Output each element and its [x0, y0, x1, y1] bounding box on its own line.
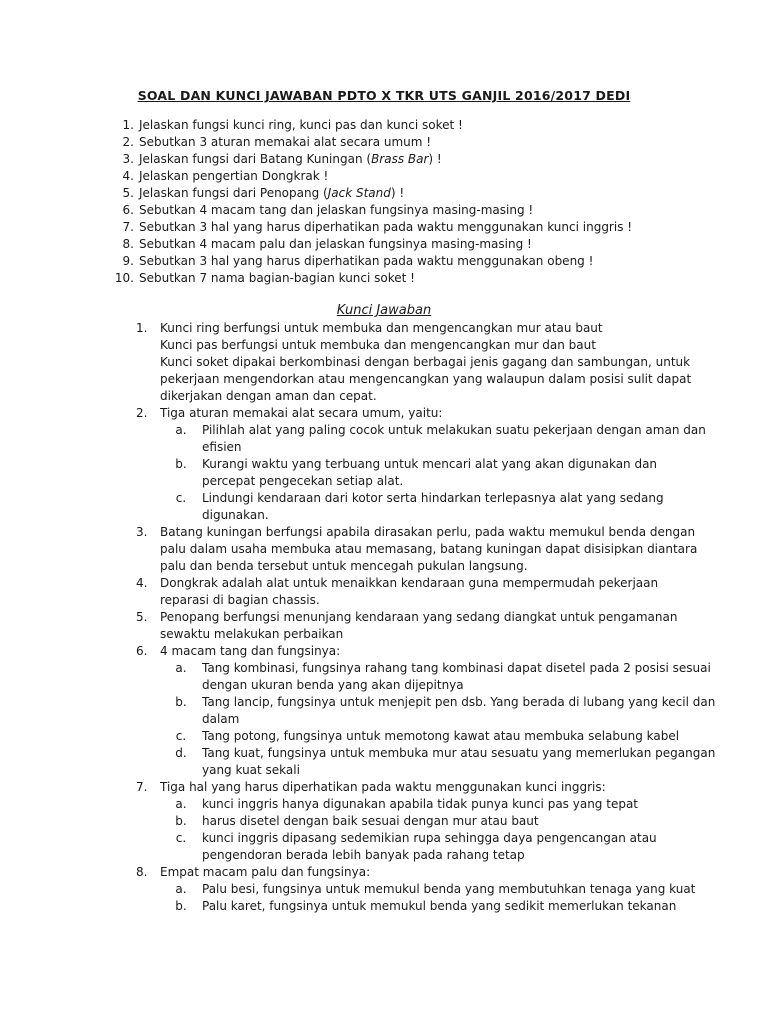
answer-number: 1. [136, 321, 148, 335]
answer-subitem [170, 898, 677, 915]
subitem-label: b. [175, 899, 187, 913]
answer-item [132, 405, 706, 524]
answer-line: Empat macam palu dan fungsinya: [160, 865, 371, 879]
subitem-line: efisien [202, 440, 242, 454]
answer-subitem [170, 881, 696, 898]
subitem-line: pengendoran berada lebih banyak pada rahang tetap [202, 848, 525, 862]
question-text: Sebutkan 3 hal yang harus diperhatikan pada waktu menggunakan kunci inggris ! [139, 220, 633, 234]
subitem-label: d. [175, 746, 187, 760]
question-number: 7. [122, 220, 134, 234]
answer-item [132, 643, 716, 779]
question-text: Sebutkan 7 nama bagian-bagian kunci soket ! [139, 271, 415, 285]
answer-number: 2. [136, 406, 148, 420]
question-number: 3. [122, 152, 134, 166]
answer-number: 8. [136, 865, 148, 879]
answer-list [132, 320, 716, 915]
subitem-line: Pilihlah alat yang paling cocok untuk melakukan suatu pekerjaan dengan aman dan [202, 423, 706, 437]
subitem-line: percepat pengecekan setiap alat. [202, 474, 404, 488]
answer-subitem [170, 490, 677, 524]
answer-line: Dongkrak adalah alat untuk menaikkan kendaraan guna mempermudah pekerjaan [160, 576, 659, 590]
answer-line: dikerjakan dengan aman dan cepat. [160, 389, 377, 403]
question-item [112, 253, 732, 270]
answer-line: Kunci soket dipakai berkombinasi dengan berbagai jenis gagang dan sambungan, untuk [160, 355, 691, 369]
answer-line: Kunci pas berfungsi untuk membuka dan mengencangkan mur dan baut [160, 338, 596, 352]
question-number: 10. [114, 271, 134, 285]
subitem-line: Palu besi, fungsinya untuk memukul benda yang membutuhkan tenaga yang kuat [202, 882, 696, 896]
answer-line: Tiga aturan memakai alat secara umum, yaitu: [160, 406, 443, 420]
subitem-line: Tang kombinasi, fungsinya rahang tang kombinasi dapat disetel pada 2 posisi sesuai [202, 661, 711, 675]
answer-number: 4. [136, 576, 148, 590]
answer-line: palu dan benda tersebut untuk mencegah pukulan langsung. [160, 559, 528, 573]
subitem-label: c. [175, 729, 187, 743]
question-item [112, 168, 732, 185]
subitem-line: Kurangi waktu yang terbuang untuk mencari alat yang akan digunakan dan [202, 457, 658, 471]
answer-line: reparasi di bagian chassis. [160, 593, 320, 607]
answer-number: 7. [136, 780, 148, 794]
subitem-line: kunci inggris hanya digunakan apabila tidak punya kunci pas yang tepat [202, 797, 639, 811]
answer-line: 4 macam tang dan fungsinya: [160, 644, 341, 658]
question-number: 8. [122, 237, 134, 251]
question-item [112, 202, 732, 219]
question-text: Jelaskan fungsi dari Penopang (Jack Stand) ! [139, 186, 405, 200]
subitem-line: yang kuat sekali [202, 763, 300, 777]
subitem-line: dengan ukuran benda yang akan dijepitnya [202, 678, 464, 692]
subitem-label: b. [175, 814, 187, 828]
answer-item [132, 575, 677, 609]
question-number: 9. [122, 254, 134, 268]
answer-subitem [170, 660, 711, 694]
question-number: 2. [122, 135, 134, 149]
question-item [112, 236, 732, 253]
answer-line: Penopang berfungsi menunjang kendaraan yang sedang diangkat untuk pengamanan [160, 610, 678, 624]
question-text: Jelaskan pengertian Dongkrak ! [139, 169, 329, 183]
subitem-line: Tang potong, fungsinya untuk memotong kawat atau membuka selabung kabel [202, 729, 680, 743]
question-text: Sebutkan 4 macam palu dan jelaskan fungsinya masing-masing ! [139, 237, 532, 251]
answer-item [132, 524, 698, 575]
question-number: 1. [122, 118, 134, 132]
subitem-label: b. [175, 695, 187, 709]
answer-subitem [170, 456, 677, 490]
answer-item [132, 779, 677, 864]
question-text: Jelaskan fungsi dari Batang Kuningan (Brass Bar) ! [139, 152, 442, 166]
answer-subitem [170, 796, 677, 813]
question-item [112, 117, 732, 134]
subitem-line: kunci inggris dipasang sedemikian rupa sehingga daya pengencangan atau [202, 831, 657, 845]
question-text: Sebutkan 3 aturan memakai alat secara umum ! [139, 135, 432, 149]
question-item [112, 134, 732, 151]
answer-number: 6. [136, 644, 148, 658]
subitem-label: a. [175, 661, 187, 675]
answer-subitem [170, 830, 677, 864]
subitem-line: Lindungi kendaraan dari kotor serta hindarkan terlepasnya alat yang sedang [202, 491, 664, 505]
question-number: 6. [122, 203, 134, 217]
question-text: Jelaskan fungsi kunci ring, kunci pas dan kunci soket ! [139, 118, 463, 132]
question-list [112, 117, 732, 287]
answer-subitem [170, 422, 706, 456]
subitem-label: a. [175, 882, 187, 896]
subitem-line: dalam [202, 712, 240, 726]
answer-line: Tiga hal yang harus diperhatikan pada waktu menggunakan kunci inggris: [160, 780, 606, 794]
subitem-label: b. [175, 457, 187, 471]
answers-title: Kunci Jawaban [336, 303, 432, 318]
answer-subitem [170, 745, 716, 779]
answer-subitem [170, 813, 677, 830]
subitem-line: digunakan. [202, 508, 269, 522]
answer-item [132, 320, 692, 405]
answer-number: 5. [136, 610, 148, 624]
answer-subitem [170, 728, 680, 745]
subitem-line: Palu karet, fungsinya untuk memukul benda yang sedikit memerlukan tekanan [202, 899, 677, 913]
answer-subitem [170, 694, 716, 728]
question-item [112, 219, 732, 236]
question-number: 4. [122, 169, 134, 183]
answer-item [132, 864, 696, 915]
answer-item [132, 609, 677, 643]
subitem-line: Tang kuat, fungsinya untuk membuka mur atau sesuatu yang memerlukan pegangan [202, 746, 716, 760]
answer-line: Kunci ring berfungsi untuk membuka dan mengencangkan mur atau baut [160, 321, 603, 335]
question-number: 5. [122, 186, 134, 200]
subitem-label: c. [175, 491, 187, 505]
document-title: SOAL DAN KUNCI JAWABAN PDTO X TKR UTS GANJIL 2016/2017 DEDI [137, 88, 631, 103]
question-text: Sebutkan 3 hal yang harus diperhatikan pada waktu menggunakan obeng ! [139, 254, 594, 268]
answer-line: sewaktu melakukan perbaikan [160, 627, 344, 641]
subitem-line: harus disetel dengan baik sesuai dengan mur atau baut [202, 814, 539, 828]
answer-line: pekerjaan mengendorkan atau mengencangkan yang walaupun dalam posisi sulit dapat [160, 372, 692, 386]
subitem-label: c. [175, 831, 187, 845]
question-item [112, 270, 732, 287]
subitem-line: Tang lancip, fungsinya untuk menjepit pen dsb. Yang berada di lubang yang kecil dan [202, 695, 716, 709]
answer-line: Batang kuningan berfungsi apabila dirasakan perlu, pada waktu memukul benda dengan [160, 525, 696, 539]
question-text: Sebutkan 4 macam tang dan jelaskan fungsinya masing-masing ! [139, 203, 534, 217]
question-item [112, 185, 732, 202]
subitem-label: a. [175, 423, 187, 437]
answer-line: palu dalam usaha membuka atau memasang, batang kuningan dapat disisipkan diantara [160, 542, 698, 556]
question-item [112, 151, 732, 168]
answer-number: 3. [136, 525, 148, 539]
subitem-label: a. [175, 797, 187, 811]
